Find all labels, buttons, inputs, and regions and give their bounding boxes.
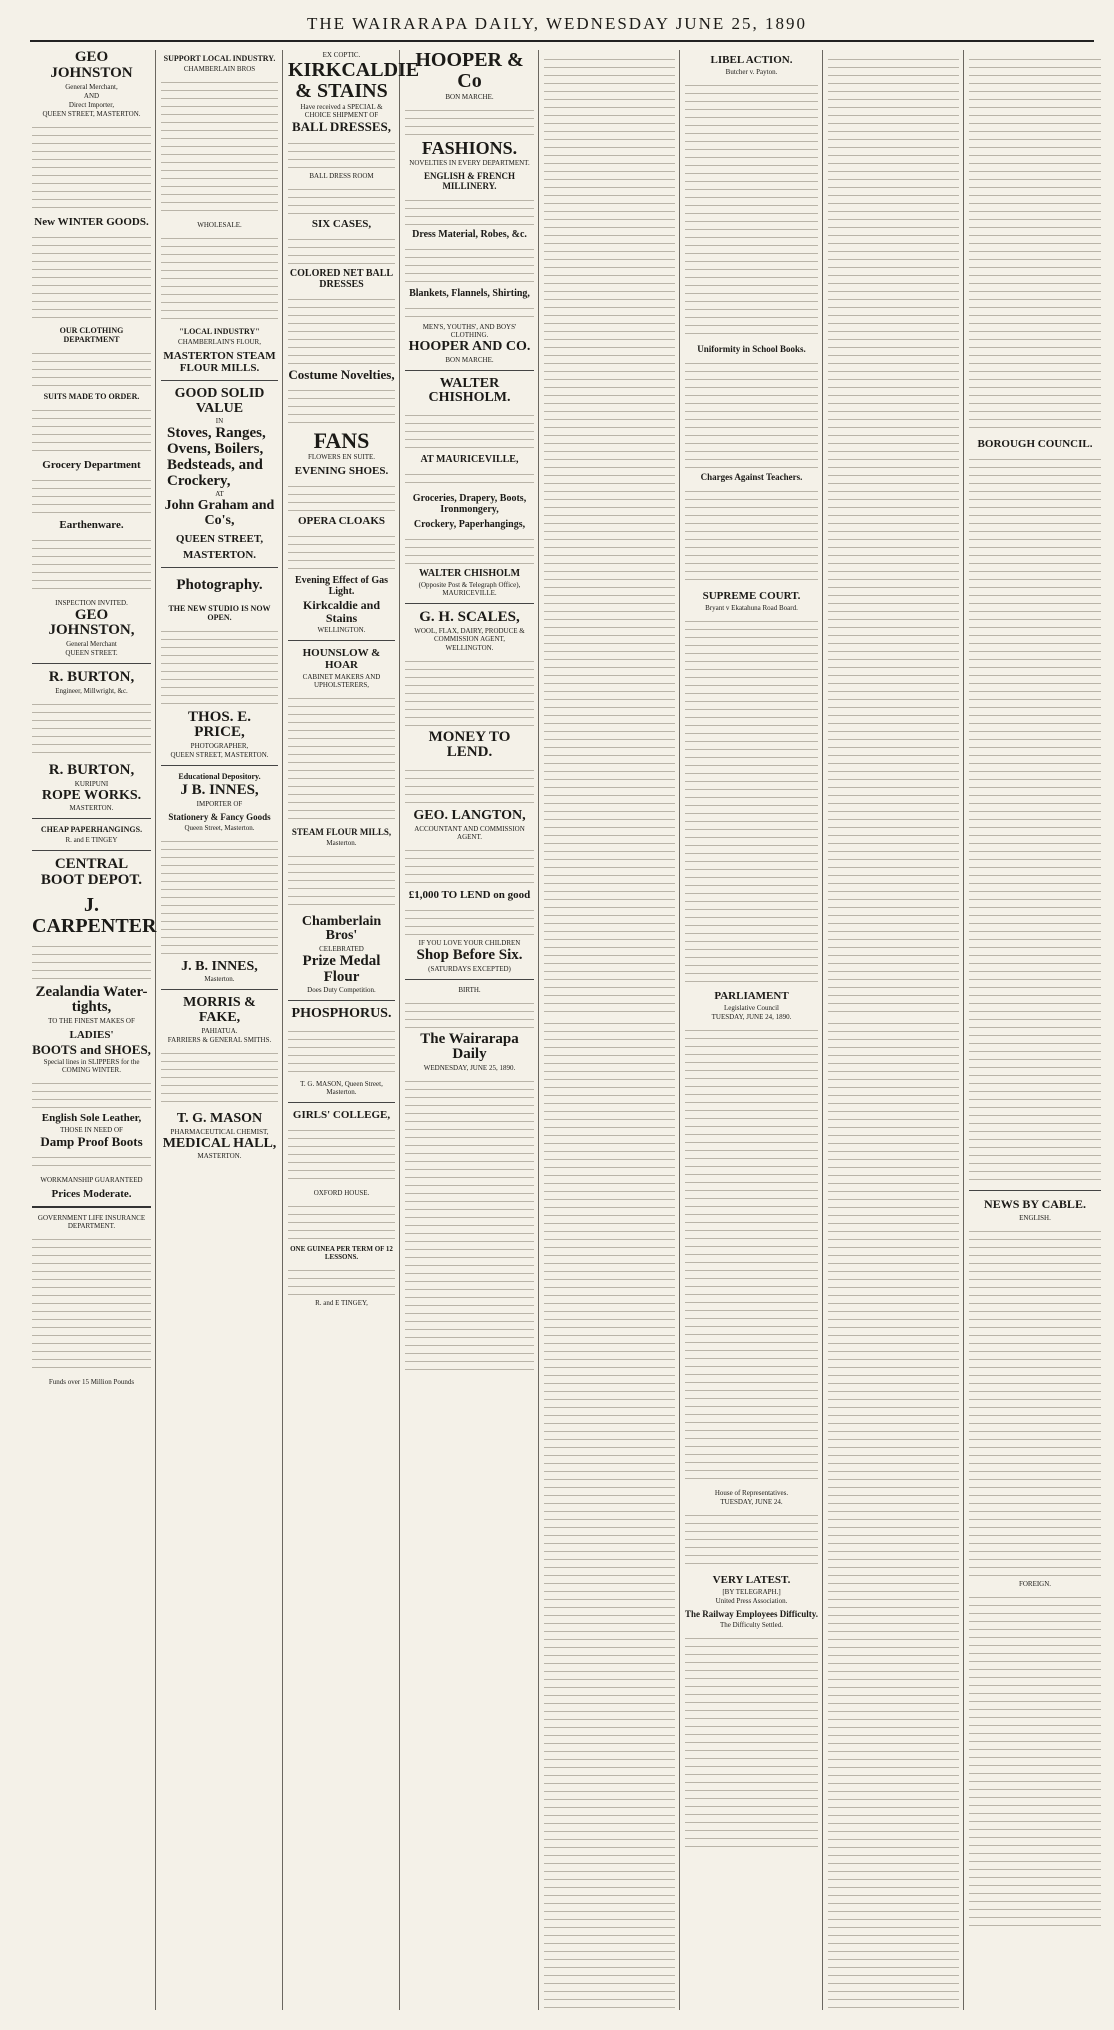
ad-heading: CHEAP PAPERHANGINGS.	[40, 825, 143, 835]
ad-heading: Damp Proof Boots	[40, 1133, 143, 1149]
ad-subtitle: Masterton.	[326, 838, 357, 847]
ad-body	[161, 77, 278, 217]
ad-subtitle: NOVELTIES IN EVERY DEPARTMENT.	[409, 158, 530, 167]
ad-heading: AT MAURICEVILLE,	[420, 453, 519, 465]
ad-body	[288, 693, 395, 823]
ad-heading: MORRIS & FAKE,	[183, 995, 256, 1026]
divider	[161, 765, 278, 766]
divider	[288, 1102, 395, 1103]
news-body	[969, 454, 1101, 1184]
ad-heading: GOOD SOLID VALUE	[174, 386, 265, 416]
ad-heading: LADIES'	[69, 1029, 114, 1042]
news-subheading: FOREIGN.	[1018, 1580, 1052, 1588]
ad-body	[288, 385, 395, 425]
ad-heading: G. H. SCALES,	[419, 608, 520, 625]
ad-heading: "LOCAL INDUSTRY"	[179, 327, 260, 336]
ad-heading: Stoves, Ranges, Ovens, Boilers, Bedsteads, and Crockery,	[167, 425, 266, 489]
ad-heading: STEAM FLOUR MILLS,	[291, 826, 392, 837]
divider	[161, 567, 278, 568]
ad-subtitle: THOSE IN NEED OF	[60, 1125, 123, 1134]
ad-body	[32, 699, 151, 759]
ad-subtitle: (Opposite Post & Telegraph Office), MAURICEVILLE.	[418, 580, 521, 597]
divider	[288, 640, 395, 641]
column-5	[540, 50, 680, 2010]
ad-heading: WALTER CHISHOLM	[418, 567, 521, 579]
ad-heading: Educational Depository.	[178, 772, 261, 781]
ad-heading: Earthenware.	[59, 518, 124, 531]
ad-body	[32, 475, 151, 515]
ad-heading: KIRKCALDIE & STAINS	[288, 59, 420, 102]
ad-heading: GEO. LANGTON,	[413, 808, 526, 824]
masthead	[0, 0, 1114, 44]
ad-heading: FANS	[313, 428, 370, 454]
ad-body	[405, 105, 534, 135]
ad-body	[405, 469, 534, 489]
ad-heading: J B. INNES,	[180, 782, 259, 798]
ad-subtitle: IN	[215, 417, 224, 426]
ad-body	[405, 998, 534, 1028]
news-body	[685, 486, 818, 586]
ad-body	[288, 851, 395, 911]
ad-subtitle: PAHIATUA.	[201, 1026, 238, 1035]
ad-subtitle: Queen Street, Masterton.	[184, 823, 255, 832]
ad-body	[161, 836, 278, 956]
ad-body	[288, 1201, 395, 1241]
news-subheading: [BY TELEGRAPH.]	[722, 1588, 781, 1596]
ad-body	[32, 1152, 151, 1172]
ad-subtitle: GOVERNMENT LIFE INSURANCE DEPARTMENT.	[37, 1214, 146, 1231]
news-body	[969, 1226, 1101, 1576]
news-body	[544, 54, 675, 1014]
news-heading: BOROUGH COUNCIL.	[977, 438, 1093, 450]
news-heading: NEWS BY CABLE.	[984, 1197, 1086, 1211]
ad-subtitle: CELEBRATED	[319, 944, 364, 953]
divider	[405, 603, 534, 604]
ad-heading: HOUNSLOW & HOAR	[302, 646, 381, 671]
ad-subtitle: BON MARCHE.	[445, 93, 494, 101]
ad-heading: R. BURTON,	[48, 761, 135, 778]
news-heading: Uniformity in School Books.	[697, 344, 806, 354]
ad-heading: Shop Before Six.	[416, 946, 523, 963]
ad-subtitle: QUEEN STREET, MASTERTON.	[42, 109, 141, 118]
news-subheading: Legislative Council	[723, 1004, 779, 1012]
ad-body	[405, 195, 534, 225]
ad-subtitle: BON MARCHE.	[445, 355, 494, 364]
news-subheading: Butcher v. Payton.	[725, 68, 778, 76]
ad-body	[288, 294, 395, 364]
ad-subtitle: QUEEN STREET.	[65, 649, 118, 657]
ad-heading: HOOPER AND CO.	[408, 338, 531, 354]
news-body	[685, 616, 818, 986]
editorial-date: WEDNESDAY, JUNE 25, 1890.	[423, 1064, 516, 1073]
ad-subtitle: MASTERTON.	[69, 804, 114, 813]
ad-heading: PHOSPHORUS.	[291, 1006, 392, 1022]
ad-heading: GEO JOHNSTON,	[48, 606, 135, 639]
ad-body	[288, 531, 395, 571]
ad-heading: OUR CLOTHING DEPARTMENT	[59, 325, 124, 344]
ad-heading: THE NEW STUDIO IS NOW OPEN.	[168, 603, 271, 622]
ad-heading: ENGLISH & FRENCH MILLINERY.	[423, 170, 515, 191]
ad-heading: Zealandia Water-tights,	[35, 983, 148, 1016]
ad-body	[161, 233, 278, 323]
ad-heading: GIRLS' COLLEGE,	[292, 1109, 391, 1122]
ad-heading: Blankets, Flannels, Shirting,	[409, 287, 530, 299]
news-heading: VERY LATEST.	[712, 1574, 791, 1586]
ad-heading: Kirkcaldie and Stains	[302, 598, 380, 625]
ad-heading: MEDICAL HALL,	[162, 1135, 277, 1151]
news-subheading: Bryant v Ekatahuna Road Board.	[705, 604, 798, 612]
ad-heading: Dress Material, Robes, &c.	[412, 228, 527, 240]
column-2	[157, 50, 283, 2010]
ad-heading: QUEEN STREET,	[175, 532, 264, 545]
ad-heading: T. G. MASON	[176, 1110, 263, 1126]
ad-heading: Chamberlain Bros'	[301, 913, 382, 944]
news-body	[544, 1018, 675, 2008]
ad-body	[288, 1026, 395, 1076]
news-subheading: House of Representatives.	[714, 1489, 789, 1497]
ad-body	[32, 941, 151, 981]
ad-body	[405, 410, 534, 450]
ad-subtitle: General Merchant	[66, 640, 117, 648]
ad-subtitle: OXFORD HOUSE.	[313, 1189, 370, 1198]
divider	[288, 1000, 395, 1001]
ad-body	[288, 234, 395, 264]
ad-heading: FASHIONS.	[421, 138, 518, 158]
news-body	[969, 54, 1101, 434]
ad-subtitle: Masterton.	[204, 975, 235, 984]
ad-subtitle: QUEEN STREET, MASTERTON.	[170, 751, 269, 759]
news-body	[828, 1018, 959, 2008]
divider	[969, 1190, 1101, 1191]
ad-body	[161, 1048, 278, 1108]
ad-body	[405, 303, 534, 319]
ad-subtitle: R. and E TINGEY,	[315, 1299, 368, 1308]
column-3	[284, 50, 420, 2010]
news-heading: The Railway Employees Difficulty.	[685, 1609, 818, 1619]
ad-heading: MONEY TO LEND.	[428, 728, 511, 761]
ad-subtitle: General Merchant,	[65, 82, 118, 91]
ad-heading: SUITS MADE TO ORDER.	[43, 391, 140, 401]
divider	[405, 370, 534, 371]
ad-heading: Prize Medal Flour	[302, 952, 381, 985]
ad-subtitle: TO THE FINEST MAKES OF	[48, 1017, 135, 1026]
ad-subtitle: BALL DRESS ROOM	[309, 171, 374, 180]
ad-heading: R. BURTON,	[48, 669, 135, 685]
ad-subtitle: WHOLESALE.	[197, 221, 242, 229]
ad-heading: SIX CASES,	[311, 217, 372, 230]
ad-subtitle: Funds over 15 Million Pounds	[48, 1378, 135, 1387]
ad-subtitle: CABINET MAKERS AND UPHOLSTERERS,	[302, 672, 381, 689]
ad-heading: THOS. E. PRICE,	[188, 708, 251, 741]
ad-heading: ROPE WORKS.	[41, 787, 142, 803]
news-body	[685, 1510, 818, 1570]
ad-body	[405, 765, 534, 805]
ad-heading: Photography.	[176, 576, 263, 593]
divider	[32, 663, 151, 664]
ad-subtitle: FLOWERS EN SUITE.	[307, 453, 376, 462]
editorial-masthead: The Wairarapa Daily	[420, 1030, 519, 1063]
ad-heading: CENTRAL	[54, 856, 129, 873]
ad-subtitle: IF YOU LOVE YOUR CHILDREN	[418, 938, 521, 947]
ad-subtitle: Direct Importer,	[68, 100, 115, 109]
news-subheading: The Difficulty Settled.	[719, 1621, 784, 1629]
ad-body	[32, 348, 151, 388]
ad-heading: BALL DRESSES,	[292, 119, 391, 134]
ad-heading: J. B. INNES,	[181, 958, 258, 974]
news-heading: SUPREME COURT.	[702, 590, 801, 602]
ad-body	[405, 845, 534, 885]
ad-subtitle: PHOTOGRAPHER,	[190, 742, 249, 750]
divider	[32, 1206, 151, 1208]
divider	[161, 380, 278, 381]
ad-subtitle: WELLINGTON.	[445, 643, 494, 652]
news-body	[685, 80, 818, 340]
ad-heading: New WINTER GOODS.	[34, 215, 149, 228]
ad-body	[288, 1125, 395, 1185]
ad-heading: COLORED NET BALL DRESSES	[289, 267, 394, 290]
ad-body	[32, 122, 151, 212]
ad-heading: £1,000 TO LEND on good	[408, 888, 531, 901]
news-body	[685, 358, 818, 468]
ad-heading: SUPPORT LOCAL INDUSTRY.	[163, 54, 276, 63]
ad-subtitle: INSPECTION INVITED.	[55, 598, 128, 607]
ad-subtitle: (SATURDAYS EXCEPTED)	[428, 964, 511, 973]
ad-heading: BOOTS and SHOES,	[32, 1042, 151, 1058]
ad-heading: HOOPER & Co	[415, 49, 524, 92]
news-body	[828, 54, 959, 1014]
ad-body	[288, 138, 395, 168]
ad-heading: J. CARPENTER	[32, 893, 157, 937]
divider	[32, 818, 151, 819]
divider	[32, 850, 151, 851]
ad-heading: Crockery, Paperhangings,	[413, 518, 526, 530]
news-subheading: TUESDAY, JUNE 24, 1890.	[711, 1013, 792, 1021]
ad-subtitle: WELLINGTON.	[317, 625, 366, 634]
ad-subtitle: AT	[215, 490, 224, 499]
ad-heading: Costume Novelties,	[288, 366, 395, 382]
ad-subtitle: AND	[83, 91, 100, 100]
ad-body	[405, 905, 534, 935]
ad-subtitle: WORKMANSHIP GUARANTEED	[40, 1176, 143, 1185]
column-1	[28, 50, 156, 2010]
news-subheading: TUESDAY, JUNE 24.	[720, 1498, 783, 1506]
ad-subtitle: MASTERTON.	[197, 1152, 242, 1161]
editorial-body	[405, 1076, 534, 1376]
ad-subtitle: T. G. MASON, Queen Street, Masterton.	[300, 1080, 383, 1097]
ad-body	[288, 184, 395, 214]
ad-heading: MASTERTON STEAM FLOUR MILLS.	[163, 350, 276, 374]
ad-heading: Grocery Department	[42, 458, 141, 471]
ad-body	[405, 534, 534, 564]
ad-body	[405, 656, 534, 726]
news-heading: PARLIAMENT	[714, 990, 789, 1002]
ad-subtitle: Have received a SPECIAL & CHOICE SHIPMENT OF	[300, 103, 383, 119]
ad-heading: GEO JOHNSTON	[50, 49, 133, 81]
divider	[405, 979, 534, 980]
ad-heading: BOOT DEPOT.	[40, 871, 143, 888]
ad-subtitle: ONE GUINEA PER TERM OF 12 LESSONS.	[290, 1245, 393, 1262]
ad-subtitle: EX COPTIC.	[322, 51, 361, 59]
ad-subtitle: PHARMACEUTICAL CHEMIST,	[170, 1127, 269, 1136]
ad-subtitle: BIRTH.	[458, 985, 481, 994]
column-8	[965, 50, 1105, 2010]
ad-subtitle: Special lines in SLIPPERS for the COMING WINTER.	[43, 1057, 140, 1074]
news-subheading: ENGLISH.	[1019, 1214, 1051, 1222]
ad-body	[288, 1265, 395, 1295]
ad-heading: Prices Moderate.	[51, 1188, 132, 1201]
ad-subtitle: ACCOUNTANT AND COMMISSION AGENT.	[414, 824, 525, 841]
column-6	[681, 50, 823, 2010]
ad-subtitle: CHAMBERLAIN'S FLOUR,	[178, 338, 261, 346]
ad-heading: WALTER CHISHOLM.	[428, 375, 511, 406]
news-body	[685, 1025, 818, 1485]
ad-body	[32, 405, 151, 455]
ad-body	[32, 1234, 151, 1374]
ad-heading: Groceries, Drapery, Boots, Ironmongery,	[412, 492, 527, 515]
ad-subtitle: IMPORTER OF	[196, 799, 243, 808]
ad-heading: Evening Effect of Gas Light.	[294, 575, 389, 598]
news-body	[685, 1633, 818, 1853]
ad-heading: John Graham and Co's,	[164, 498, 275, 529]
column-7	[824, 50, 964, 2010]
ad-body	[32, 535, 151, 595]
ad-subtitle: KURIPUNI	[74, 779, 109, 788]
ad-heading: English Sole Leather,	[41, 1111, 142, 1124]
news-body	[969, 1592, 1101, 1932]
ad-heading: EVENING SHOES.	[294, 465, 389, 478]
ad-heading: Stationery & Fancy Goods	[168, 811, 271, 822]
ad-subtitle: Engineer, Millwright, &c.	[55, 686, 128, 695]
news-subheading: United Press Association.	[715, 1597, 788, 1605]
ad-subtitle: FARRIERS & GENERAL SMITHS.	[167, 1035, 272, 1044]
ad-subtitle: R. and E TINGEY	[65, 836, 118, 845]
news-heading: LIBEL ACTION.	[710, 54, 793, 66]
ad-body	[161, 626, 278, 706]
newspaper-title: THE WAIRARAPA DAILY, WEDNESDAY JUNE 25, 1890	[307, 14, 807, 33]
ad-heading: OPERA CLOAKS	[297, 515, 386, 528]
ad-subtitle: MEN'S, YOUTHS', AND BOYS' CLOTHING.	[422, 322, 517, 339]
ad-body	[32, 1078, 151, 1108]
news-heading: Charges Against Teachers.	[700, 472, 803, 482]
ad-body	[32, 232, 151, 322]
ad-body	[288, 481, 395, 511]
ad-body	[405, 244, 534, 284]
ad-heading: MASTERTON.	[182, 548, 257, 561]
masthead-rule	[30, 40, 1094, 42]
ad-subtitle: CHAMBERLAIN BROS	[183, 65, 256, 73]
ad-subtitle: WOOL, FLAX, DAIRY, PRODUCE & COMMISSION AGENT,	[414, 626, 525, 643]
ad-subtitle: Does Duty Competition.	[307, 986, 376, 995]
column-4	[401, 50, 539, 2010]
divider	[161, 989, 278, 990]
